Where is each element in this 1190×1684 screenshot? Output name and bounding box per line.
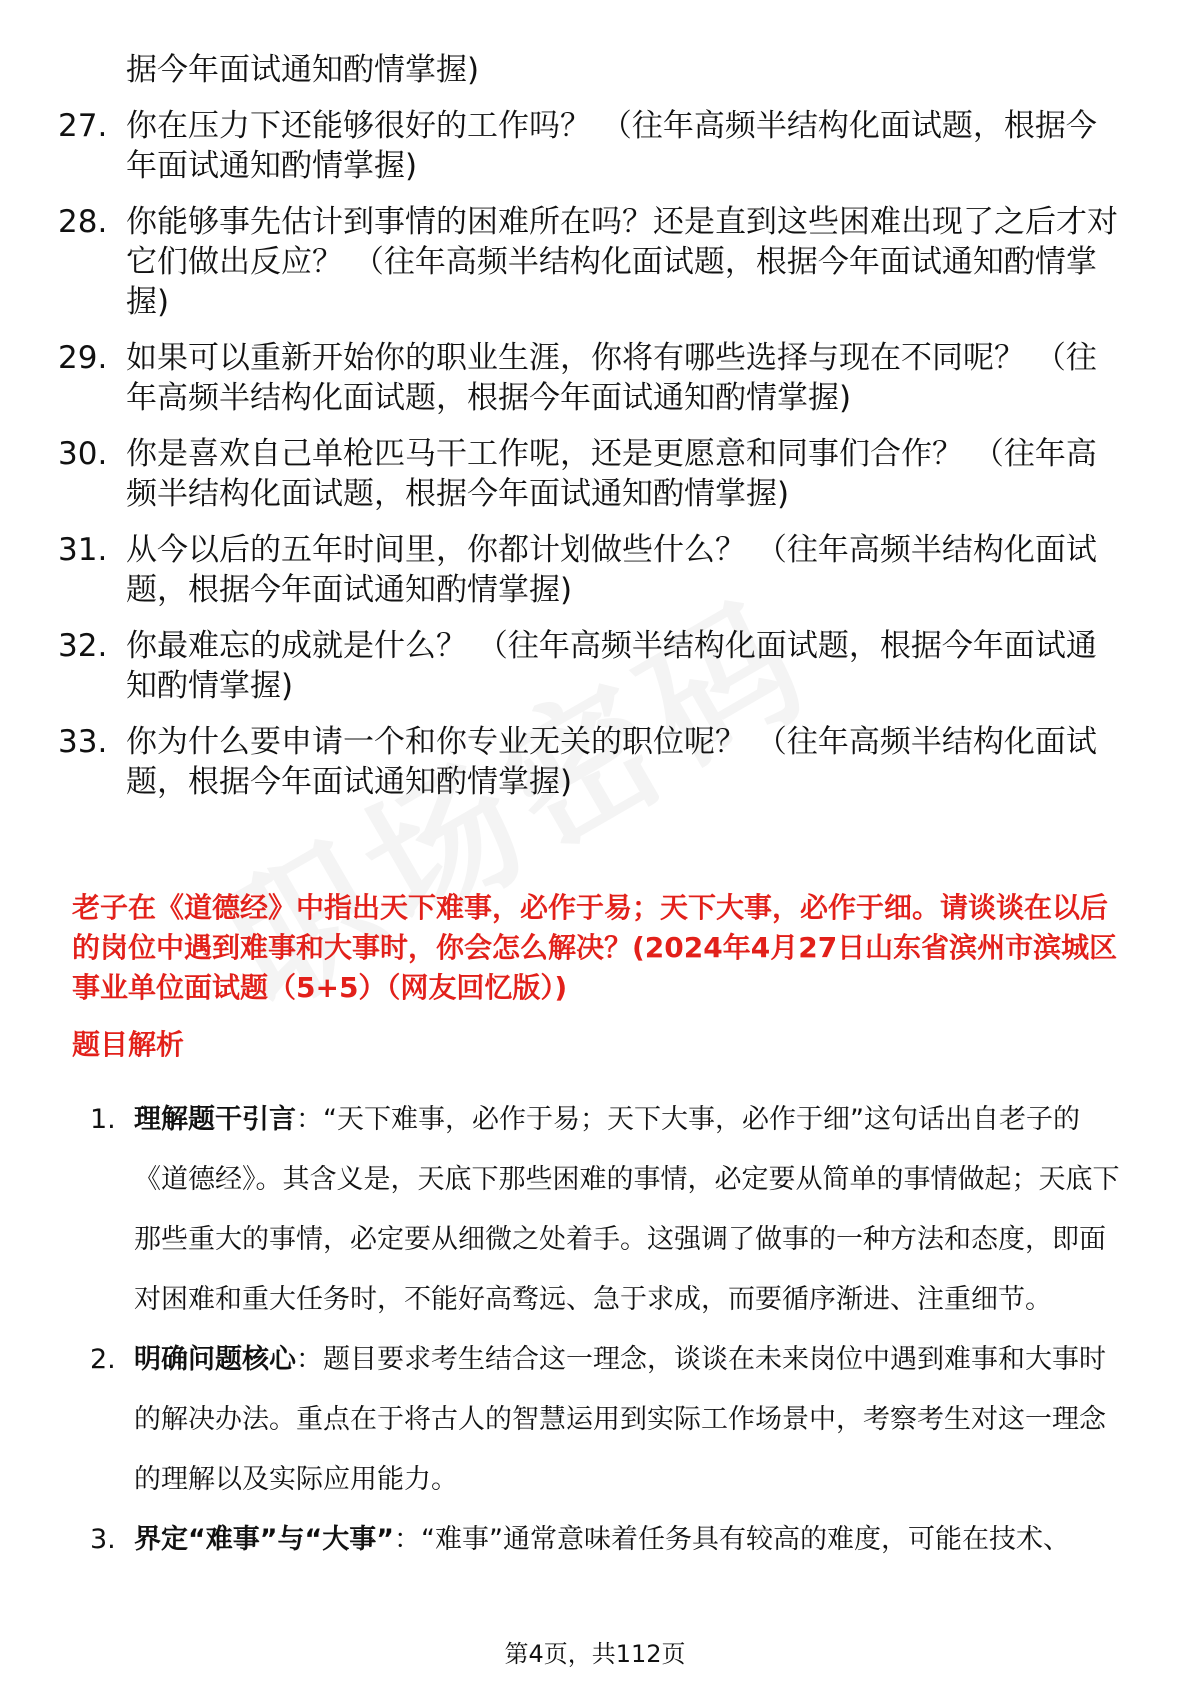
list-item	[58, 338, 1118, 418]
page-footer: 第4页，共112页	[504, 1640, 686, 1668]
question-text: 你是喜欢自己单枪匹马干工作呢，还是更愿意和同事们合作？ （往年高频半结构化面试题，根据今年面试通知酌情掌握)	[126, 436, 1097, 512]
analysis-key: 理解题干引言	[134, 1104, 296, 1135]
question-text: 你为什么要申请一个和你专业无关的职位呢？ （往年高频半结构化面试题，根据今年面试通知酌情掌握)	[126, 724, 1097, 800]
analysis-text: ：“天下难事，必作于易；天下大事，必作于细”这句话出自老子的《道德经》。其含义是，天底下那些困难的事情，必定要从简单的事情做起；天底下那些重大的事情，必定要从细微之处着手。这强调了做事的一种方法和态度，即面对困难和重大任务时，不能好高骛远、急于求成，而要循序渐进、注重细节。	[134, 1104, 1120, 1315]
question-number: 28.	[58, 204, 108, 240]
analysis-item	[80, 1090, 1130, 1330]
featured-question: 老子在《道德经》中指出天下难事，必作于易；天下大事，必作于细。请谈谈在以后的岗位中遇到难事和大事时，你会怎么解决？(2024年4月27日山东省滨州市滨城区事业单位面试题（5+5）（网友回忆版）)	[72, 891, 1118, 1004]
question-number: 29.	[58, 340, 108, 376]
analysis-title: 题目解析	[72, 1028, 185, 1061]
analysis-key: 界定“难事”与“大事”	[134, 1524, 394, 1555]
question-number: 27.	[58, 108, 108, 144]
list-item	[58, 434, 1118, 514]
analysis-item	[80, 1510, 1130, 1570]
list-item	[58, 626, 1118, 706]
list-item	[58, 530, 1118, 610]
list-item	[58, 202, 1118, 322]
question-text: 如果可以重新开始你的职业生涯，你将有哪些选择与现在不同呢？ （往年高频半结构化面试题，根据今年面试通知酌情掌握)	[126, 340, 1097, 416]
analysis-number: 3.	[90, 1524, 116, 1555]
analysis-text: ：题目要求考生结合这一理念，谈谈在未来岗位中遇到难事和大事时的解决办法。重点在于将古人的智慧运用到实际工作场景中，考察考生对这一理念的理解以及实际应用能力。	[134, 1344, 1106, 1495]
analysis-number: 1.	[90, 1104, 116, 1135]
question-text: 你最难忘的成就是什么？ （往年高频半结构化面试题，根据今年面试通知酌情掌握)	[126, 628, 1097, 704]
analysis-key: 明确问题核心	[134, 1344, 296, 1375]
question-text: 你能够事先估计到事情的困难所在吗？还是直到这些困难出现了之后才对它们做出反应？ （往年高频半结构化面试题，根据今年面试通知酌情掌握)	[126, 204, 1118, 320]
question-number: 33.	[58, 724, 108, 760]
question-list	[58, 50, 1118, 818]
list-item	[58, 722, 1118, 802]
analysis-number: 2.	[90, 1344, 116, 1375]
question-number: 31.	[58, 532, 108, 568]
analysis-item	[80, 1330, 1130, 1510]
analysis-text: ：“难事”通常意味着任务具有较高的难度，可能在技术、	[393, 1524, 1070, 1555]
question-text: 你在压力下还能够很好的工作吗？ （往年高频半结构化面试题，根据今年面试通知酌情掌握)	[126, 108, 1097, 184]
analysis-list	[80, 1090, 1130, 1570]
question-number: 30.	[58, 436, 108, 472]
list-item	[58, 106, 1118, 186]
question-text: 从今以后的五年时间里，你都计划做些什么？ （往年高频半结构化面试题，根据今年面试通知酌情掌握)	[126, 532, 1097, 608]
question-number: 32.	[58, 628, 108, 664]
question-continuation	[58, 50, 1118, 90]
continuation-text: 据今年面试通知酌情掌握)	[126, 52, 480, 88]
